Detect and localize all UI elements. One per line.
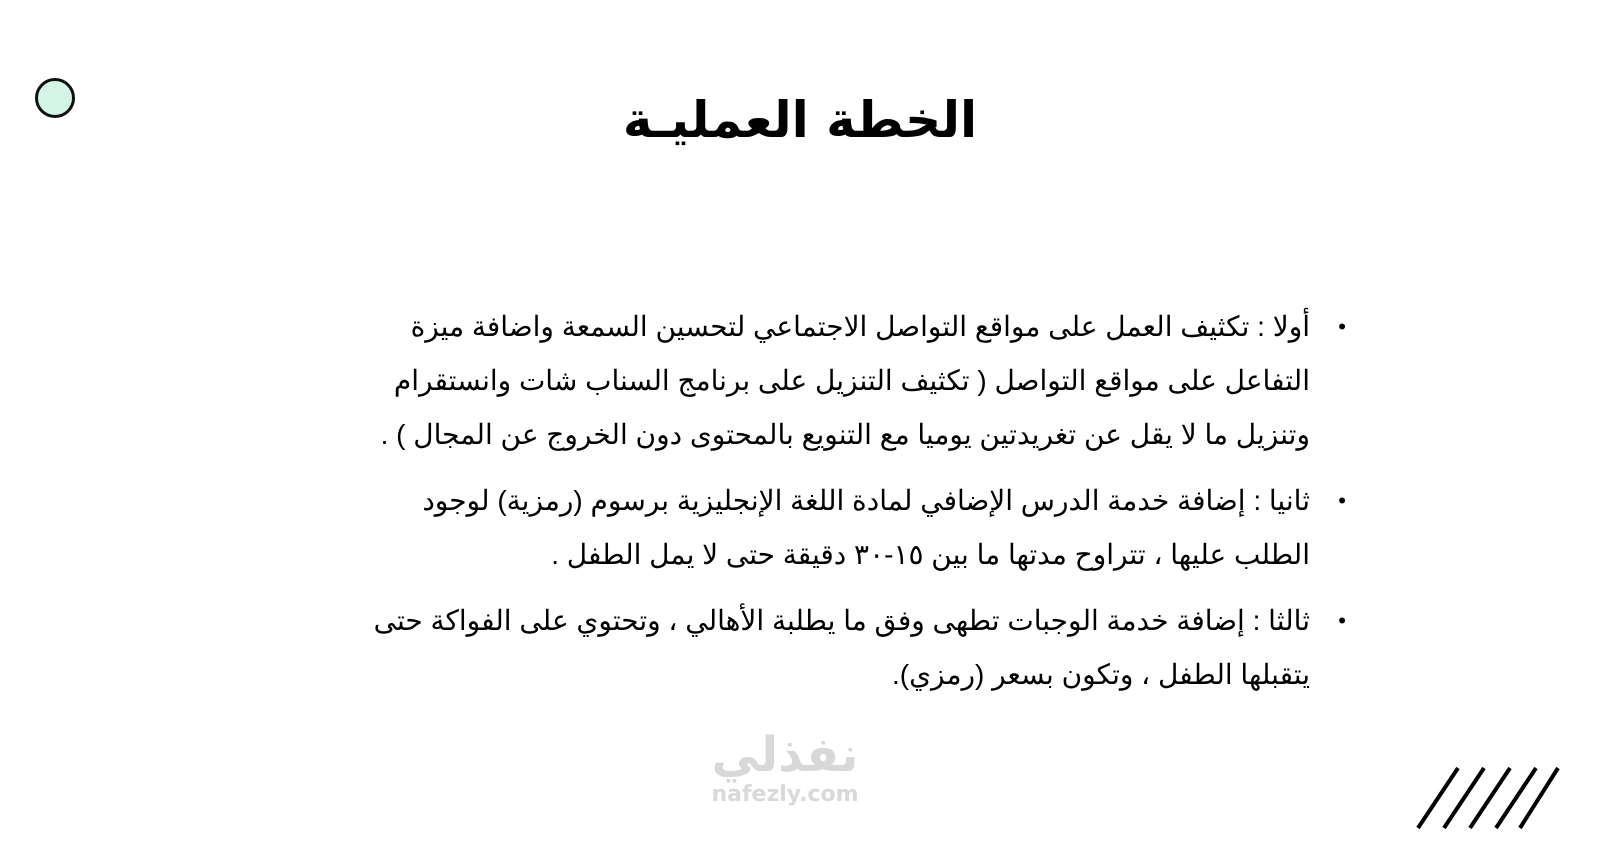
bullet-item-second [320, 474, 1350, 582]
slide-title: الخطة العمليـة [622, 91, 978, 149]
bullet-item-first [320, 300, 1350, 462]
bullet-marker: • [1338, 488, 1346, 513]
bullet-item-third [320, 594, 1350, 702]
bullet-marker: • [1338, 608, 1346, 633]
bullet-text-first: أولا : تكثيف العمل على مواقع التواصل الاجتماعي لتحسين السمعة واضافة ميزة التفاعل على مواقع التواصل ( تكثيف التنزيل على برنامج السناب شات وانستقرام وتنزيل ما لا يقل عن تغريدتين يوميا مع التنويع بالمحتوى دون الخروج عن المجال ) . [380, 311, 1310, 450]
bullet-text-second: ثانيا : إضافة خدمة الدرس الإضافي لمادة اللغة الإنجليزية برسوم (رمزية) لوجود الطلب عليها ، تتراوح مدتها ما بين ١٥-٣٠ دقيقة حتى لا يمل الطفل . [422, 485, 1310, 570]
watermark-logo [680, 728, 890, 808]
watermark-latin: nafezly.com [711, 782, 859, 807]
decorative-slash-lines [1412, 762, 1562, 832]
bullet-text-third: ثالثا : إضافة خدمة الوجبات تطهى وفق ما يطلبة الأهالي ، وتحتوي على الفواكة حتى يتقبلها الطفل ، وتكون بسعر (رمزي). [373, 605, 1310, 690]
bullet-marker: • [1338, 314, 1346, 339]
decorative-circle [35, 78, 75, 118]
bullet-list [320, 300, 1350, 714]
watermark-arabic: نفذلي [711, 727, 859, 783]
